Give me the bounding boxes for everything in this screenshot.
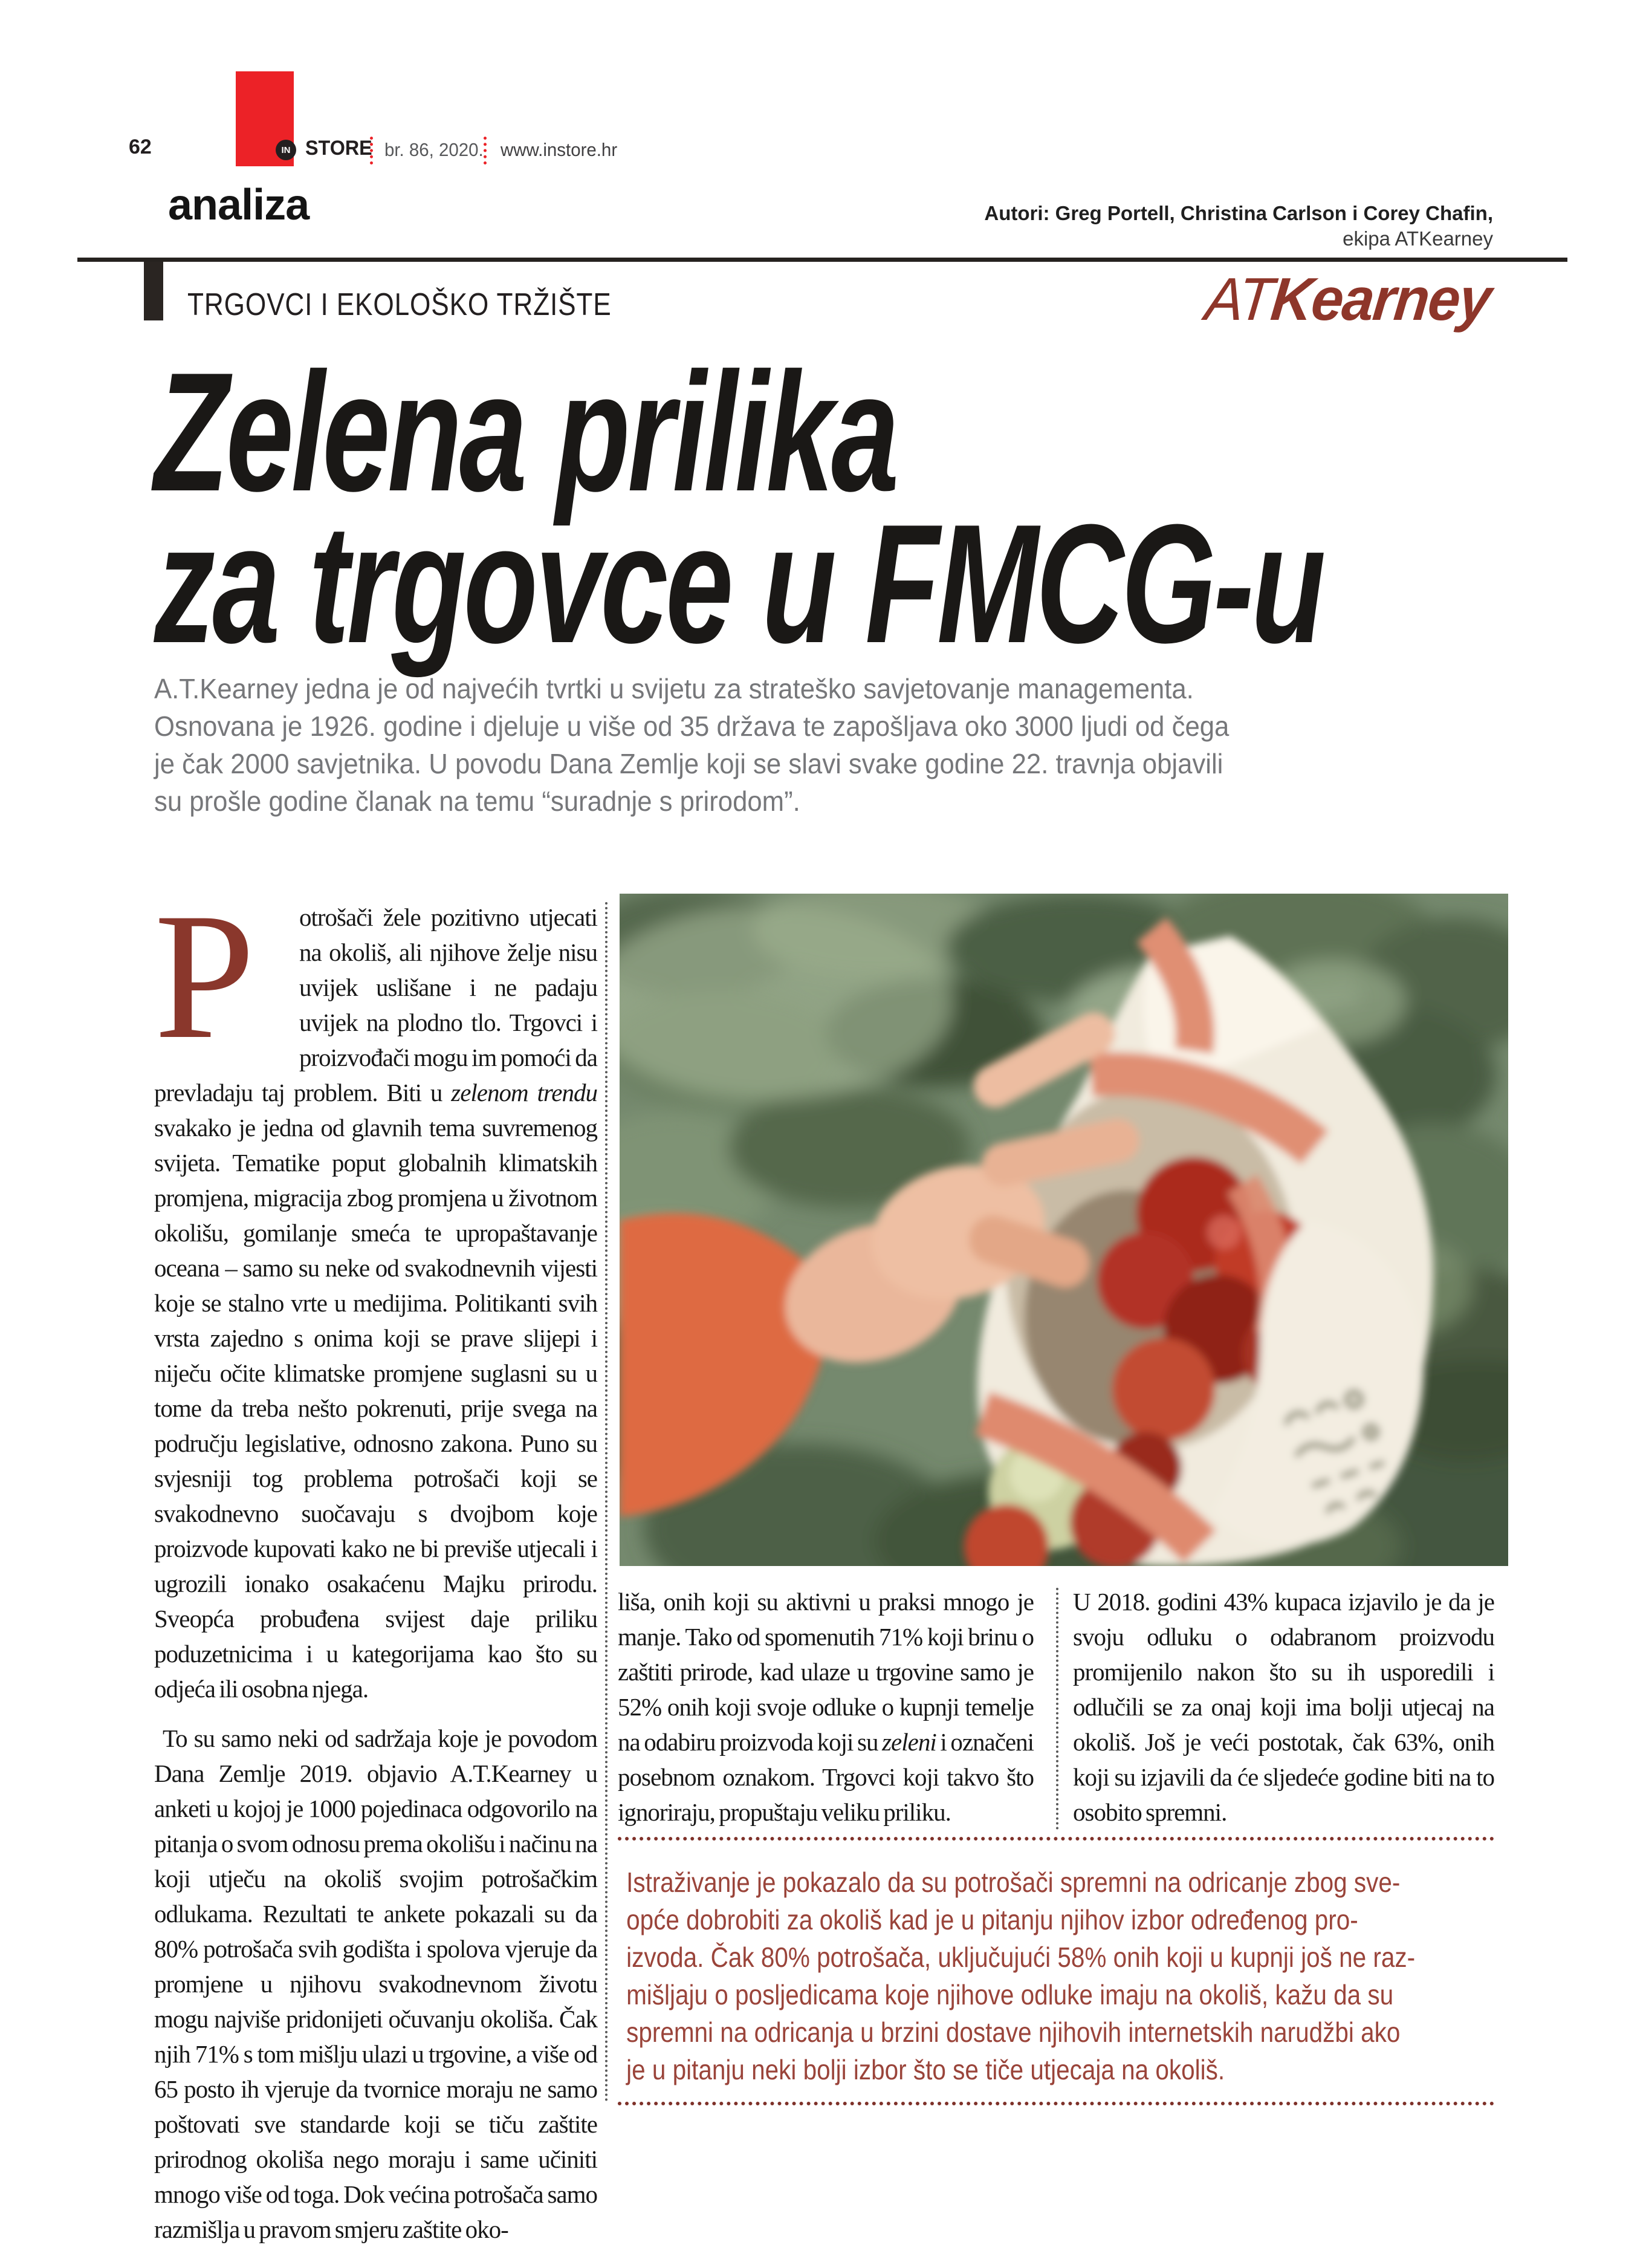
lead-line: Osnovana je 1926. godine i djeluje u više od 35 država te zapošljava oko 3000 ljudi od čega xyxy=(154,710,1230,742)
article-kicker: TRGOVCI I EKOLOŠKO TRŽIŠTE xyxy=(187,287,612,322)
pull-quote-line: izvoda. Čak 80% potrošača, uključujući 58% onih koji u kupnji još ne raz- xyxy=(626,1941,1416,1973)
paragraph-1-text: svakako je jedna od glavnih tema suvremenog svijeta. Tematike poput globalnih klimatskih promjena, migracija zbog promjena u životnom okolišu, gomilanje smeća te upropaštavanje oceana – samo su neke od svakodnevnih vijesti koje se stalno vrte u medijima. Politikanti svih vrsta zajedno s onima koji se prave slijepi i niječu očite klimatske promjene suglasni su u tome da treba nešto pokrenuti, prije svega na području legislative, odnosno zakona. Puno su svjesniji tog problema potrošači koji se svakodnevno suočavaju s dvojbom koje proizvode kupovati kako ne bi previše utjecali i ugrozili ionako osakaćenu Majku prirodu. Sveopća probuđena svijest daje priliku poduzetnicima i u kategorijama kao što su odjeća ili osobna njega. xyxy=(154,1114,597,1703)
column-divider xyxy=(1056,1588,1058,1830)
pull-quote xyxy=(618,1837,1494,2105)
paragraph-3-italic: zeleni xyxy=(882,1728,936,1756)
article-title-line2: za trgovce u FMCG-u xyxy=(154,490,1324,678)
dotted-separator-icon xyxy=(484,137,487,164)
paragraph-1 xyxy=(154,876,597,1706)
pull-quote-line: Istraživanje je pokazalo da su potrošači spremni na odricanje zbog sve- xyxy=(626,1867,1401,1898)
pull-quote-line: opće dobrobiti za okoliš kad je u pitanju njihov izbor određenog pro- xyxy=(626,1904,1358,1935)
paragraph-1-text: otrošači žele pozitivno utjecati na okoliš, ali njihove želje nisu uvijek uslišane i ne padaju uvijek na plodno tlo. Trgovci i proizvođači mogu im pomoći da prevladaju taj problem. Biti u xyxy=(154,903,597,1106)
article-title-line1: Zelena prilika xyxy=(154,338,897,527)
column-divider xyxy=(605,902,608,2102)
page-number: 62 xyxy=(129,135,152,158)
atkearney-logo-at: AT xyxy=(1202,265,1275,333)
article-column-1 xyxy=(154,876,597,2247)
lead-line: A.T.Kearney jedna je od najvećih tvrtki u svijetu za strateško savjetovanje managementa. xyxy=(154,673,1194,704)
pull-quote-line: je u pitanju neki bolji izbor što se tiče utjecaja na okoliš. xyxy=(626,2054,1225,2085)
authors-team: ekipa ATKearney xyxy=(1343,227,1493,250)
paragraph-3 xyxy=(618,1584,1034,1830)
issue-number: br. 86, 2020. xyxy=(384,139,484,160)
authors-line: Autori: Greg Portell, Christina Carlson i Corey Chafin, xyxy=(984,202,1493,224)
paragraph-1-italic: zelenom trendu xyxy=(451,1079,597,1106)
paragraph-3-text: i označeni posebnom oznakom. Trgovci koji takvo što ignoriraju, propuštaju veliku priliku. xyxy=(618,1728,1034,1826)
article-column-2 xyxy=(618,1584,1034,1830)
dotted-separator-icon xyxy=(370,137,373,164)
paragraph-3-text: liša, onih koji su aktivni u praksi mnogo je manje. Tako od spomenutih 71% koji brinu o zaštiti prirode, kad ulaze u trgovine samo je 52% onih koji svoje odluke o kupnji temelje na odabiru proizvoda koji su xyxy=(618,1588,1034,1756)
pull-quote-line: mišljaju o posljedicama koje njihove odluke imaju na okoliš, kažu da su xyxy=(626,1979,1394,2010)
instore-in-label: IN xyxy=(281,145,291,155)
article-photo xyxy=(620,894,1508,1566)
paragraph-2: To su samo neki od sadržaja koje je povodom Dana Zemlje 2019. objavio A.T.Kearney u anketi u kojoj je 1000 pojedinaca odgovorilo na pitanja o svom odnosu prema okolišu i načinu na koji utječu na okoliš svojim potrošačkim odlukama. Rezultati te ankete pokazali su da 80% potrošača svih godišta i spolova vjeruje da promjene u njihovu svakodnevnom životu mogu najviše pridonijeti očuvanju okoliša. Čak njih 71% s tom mišlju ulazi u trgovine, a više od 65 posto ih vjeruje da tvornice moraju ne samo poštovati sve standarde koji se tiču zaštite prirodnog okoliša nego moraju i same učiniti mnogo više od toga. Dok većina potrošača samo razmišlja u pravom smjeru zaštite oko- xyxy=(154,1724,597,2243)
pull-quote-line: spremni na odricanja u brzini dostave njihovih internetskih narudžbi ako xyxy=(626,2016,1401,2048)
lead-line: su prošle godine članak na temu “suradnje s prirodom”. xyxy=(154,785,800,817)
lead-line: je čak 2000 savjetnika. U povodu Dana Zemlje koji se slavi svake godine 22. travnja objavili xyxy=(154,748,1223,779)
instore-in-circle-icon xyxy=(276,140,296,160)
paragraph-4: U 2018. godini 43% kupaca izjavilo je da je svoju odluku o odabranom proizvodu promijenilo nakon što su ih usporedili i odlučili se za onaj koji ima bolji utjecaj na okoliš. Još je veći postotak, čak 63%, onih koji su izjavili da će sljedeće godine biti na to osobito spremni. xyxy=(1073,1588,1494,1826)
atkearney-logo-kearney: Kearney xyxy=(1268,265,1494,333)
header-rule xyxy=(77,258,1567,262)
kicker-bar xyxy=(144,262,163,320)
article-column-3 xyxy=(1073,1584,1494,1830)
lead-paragraph xyxy=(154,670,1286,820)
drop-cap: P xyxy=(154,876,254,1076)
section-title: analiza xyxy=(168,181,309,229)
website-link[interactable]: www.instore.hr xyxy=(501,139,618,160)
atkearney-logo xyxy=(1191,265,1494,334)
instore-logo-store: STORE xyxy=(305,137,372,160)
